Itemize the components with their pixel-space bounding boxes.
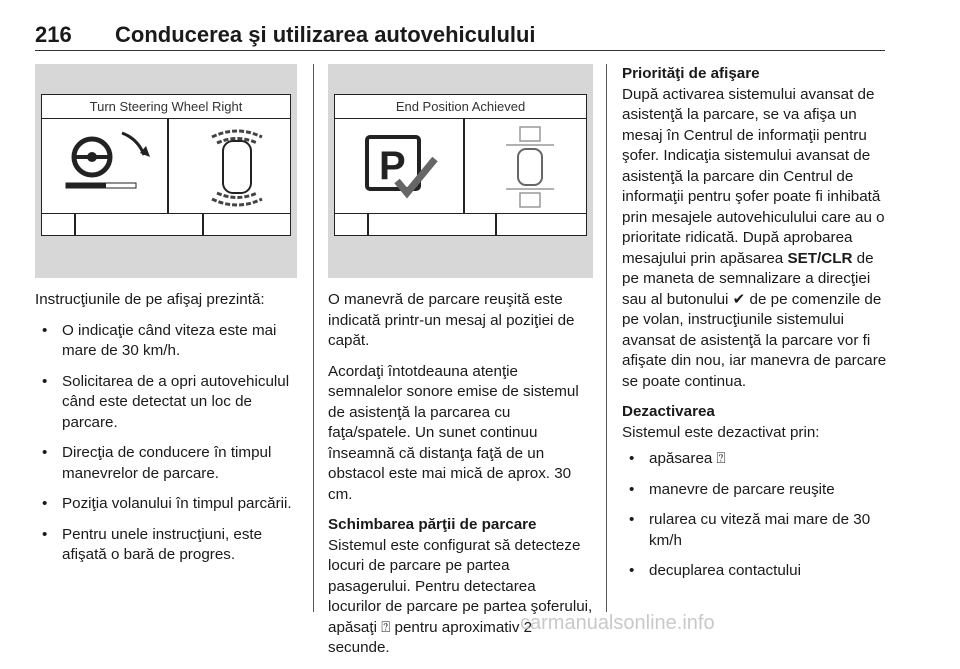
paragraph: Acordaţi întotdeauna atenţie semnalelor sonore emise de sistemul de asistenţă la parcarea cu faţa/spatele. Un sunet continuu înseamnă că distanţa faţă de un obstacol este mai mică de aprox. 30 cm.	[328, 362, 579, 503]
parking-check-icon	[365, 135, 445, 205]
list-item: • Solicitarea de a opri autovehiculul când este detectat un loc de parcare.	[35, 372, 297, 434]
figure-steering	[35, 64, 297, 278]
figure-end-position	[328, 64, 593, 278]
section-heading: Dezactivarea	[622, 403, 715, 420]
paragraph: O manevră de parcare reuşită este indicată printr-un mesaj al poziţiei de capăt.	[328, 291, 575, 349]
watermark: carmanualsonline.info	[520, 612, 715, 634]
display-title: End Position Achieved	[335, 95, 586, 119]
page-title: Conducerea şi utilizarea autovehiculului	[115, 22, 536, 47]
steering-wheel-icon	[62, 129, 162, 191]
paragraph: Sistemul este configurat să detecteze locuri de parcare pe partea pasagerului. Pentru detectarea locurilor de parcare pe partea şoferului, apăsaţi ⍰ pentru aproximativ 2 secunde.	[328, 536, 593, 656]
column-3	[622, 64, 887, 592]
set-clr-label: SET/CLR	[787, 249, 853, 267]
column-divider	[313, 64, 314, 612]
list-item: • Pentru unele instrucţiuni, este afişată o bară de progres.	[35, 525, 297, 566]
page-header	[35, 22, 885, 51]
section-heading: Schimbarea părţii de parcare	[328, 516, 537, 533]
bullet-list	[35, 321, 297, 566]
column-2	[328, 64, 593, 669]
column-1	[35, 64, 297, 576]
list-item: • Direcţia de conducere în timpul manevrelor de parcare.	[35, 443, 297, 484]
paragraph: După activarea sistemului avansat de asistenţă la parcare, se va afişa un mesaj în Centrul de informaţii pentru şofer. Indicaţia sistemului avansat de asistenţă la parcare din Centrul de informaţii pentru şofer poate fi inhibată prin mesajele autovehiculului care au o prioritate ridicată. După aprobarea mesajului prin apăsarea SET/CLR de pe maneta de semnalizare a direcţiei sau al butonului ✔ de pe comenzile de pe volan, instrucţiunile sistemului avansat de asistenţă la parcare vor fi afişate din nou, iar manevra de parcare se poate continua.	[622, 85, 887, 390]
paragraph: Sistemul este dezactivat prin:	[622, 423, 820, 441]
page-number: 216	[35, 22, 72, 47]
svg-text:P: P	[379, 144, 406, 188]
display-screen	[41, 94, 291, 236]
list-item: • apăsarea ⍰	[622, 449, 887, 470]
car-sensor-icon	[197, 123, 277, 211]
display-screen	[334, 94, 587, 236]
bullet-list	[622, 449, 887, 582]
list-item: • manevre de parcare reuşite	[622, 480, 887, 501]
list-item: • O indicaţie când viteza este mai mare de 30 km/h.	[35, 321, 297, 362]
display-title: Turn Steering Wheel Right	[42, 95, 290, 119]
list-item: • Poziţia volanului în timpul parcării.	[35, 494, 297, 515]
column-divider	[606, 64, 607, 612]
list-item: • decuplarea contactului	[622, 561, 887, 582]
intro-text: Instrucţiunile de pe afişaj prezintă:	[35, 291, 265, 308]
list-item: • rularea cu viteză mai mare de 30 km/h	[622, 510, 887, 551]
section-heading: Priorităţi de afişare	[622, 65, 760, 82]
car-position-icon	[500, 123, 560, 211]
